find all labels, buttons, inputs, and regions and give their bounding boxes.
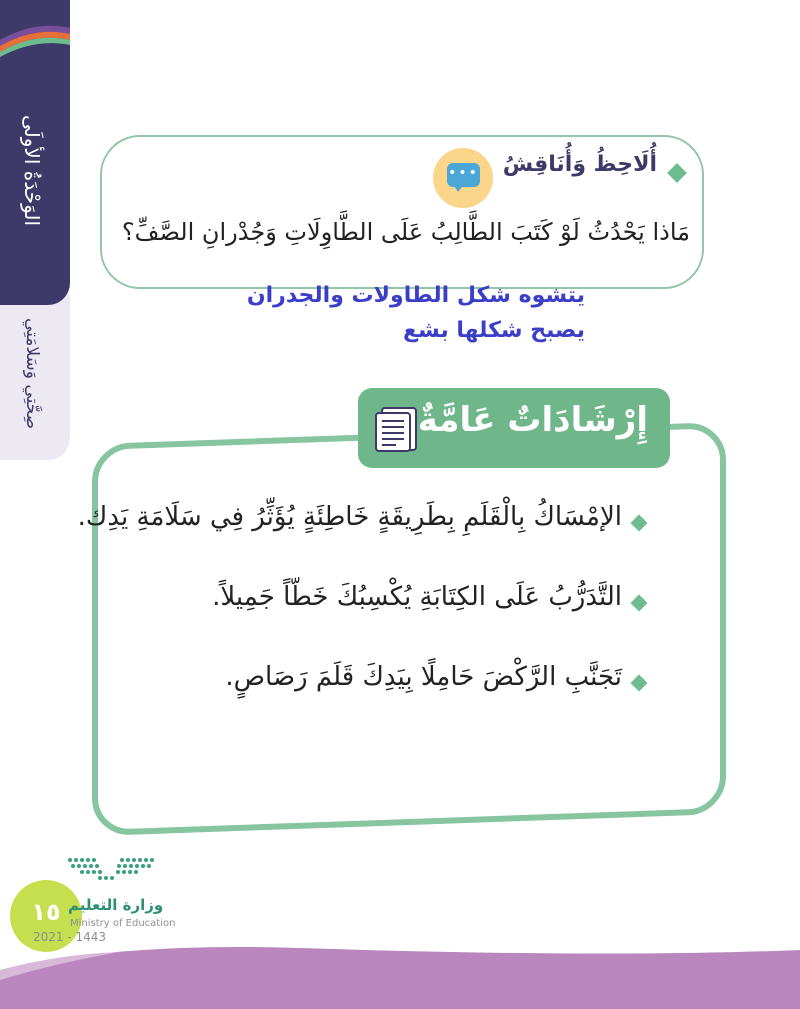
- ministry-logo-icon: [62, 852, 162, 892]
- decorative-stripes: [0, 0, 70, 70]
- guideline-item-2: التَّدَرُّبُ عَلَى الكِتَابَةِ يُكْسِبُكَ خَطّاً جَمِيلاً.: [212, 582, 622, 612]
- observe-title: أُلَاحِظُ وَأُنَاقِشُ: [502, 152, 657, 177]
- edition-year: 2021 - 1443: [33, 930, 107, 944]
- answer-line-2: يصبح شكلها بشع: [403, 318, 585, 343]
- unit-label: الوَحْدَةُ الأولَى: [20, 115, 44, 227]
- guidelines-title: إِرْشَادَاتٌ عَامَّةٌ: [417, 400, 648, 440]
- ministry-name-ar: وزارة التعليم: [68, 896, 164, 914]
- page-number: ١٥: [31, 898, 61, 926]
- lesson-label: صِحَّتِي وَسَلامَتِي: [22, 318, 42, 430]
- guideline-item-1: الإمْسَاكُ بِالْقَلَمِ بِطَرِيقَةٍ خَاطِئَةٍ يُؤَثِّرُ فِي سَلَامَةِ يَدِك.: [77, 502, 622, 532]
- chat-bubble-tail-icon: [453, 184, 464, 192]
- document-list-icon: [372, 404, 422, 454]
- discussion-question: مَاذا يَحْدُثُ لَوْ كَتَبَ الطَّالِبُ عَلَى الطَّاوِلَاتِ وَجُدْرانِ الصَّفِّ؟: [121, 218, 690, 246]
- answer-line-1: يتشوه شكل الطاولات والجدران: [246, 283, 585, 308]
- footer-band: [0, 940, 800, 1009]
- guideline-item-3: تَجَنَّبِ الرَّكْضَ حَامِلًا بِيَدِكَ قَلَمَ رَصَاصٍ.: [225, 662, 622, 692]
- chat-dots-icon: •••: [448, 165, 479, 181]
- guidelines-card: [92, 422, 726, 836]
- ministry-name-en: Ministry of Education: [70, 918, 176, 929]
